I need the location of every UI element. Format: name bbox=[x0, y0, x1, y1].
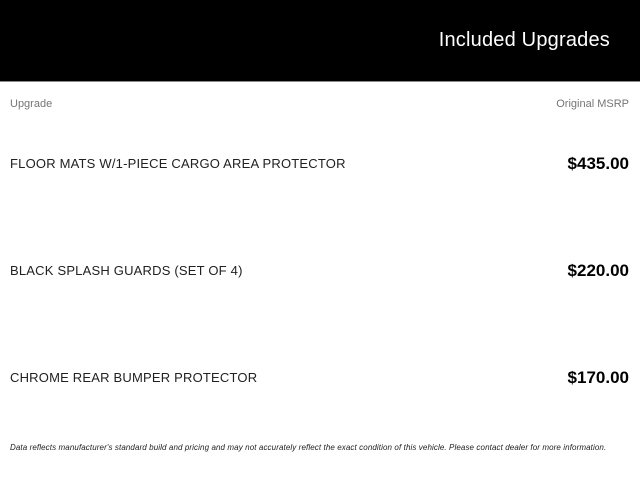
table-row bbox=[0, 110, 640, 217]
upgrade-price: $435.00 bbox=[567, 153, 629, 173]
upgrade-price: $220.00 bbox=[567, 260, 629, 280]
table-column-headers bbox=[0, 82, 640, 110]
column-header-original-msrp: Original MSRP bbox=[556, 98, 629, 110]
upgrade-name: BLACK SPLASH GUARDS (SET OF 4) bbox=[10, 263, 243, 278]
disclaimer-text: Data reflects manufacturer's standard build and pricing and may not accurately reflect the exact condition of this vehicle. Please contact dealer for more information. bbox=[10, 443, 607, 452]
column-header-upgrade: Upgrade bbox=[10, 98, 53, 110]
upgrade-name: FLOOR MATS W/1-PIECE CARGO AREA PROTECTOR bbox=[10, 156, 346, 171]
table-row bbox=[0, 217, 640, 324]
page-title: Included Upgrades bbox=[438, 29, 610, 51]
upgrade-name: CHROME REAR BUMPER PROTECTOR bbox=[10, 370, 258, 385]
header-bar bbox=[0, 0, 640, 82]
table-row bbox=[0, 324, 640, 431]
upgrade-price: $170.00 bbox=[567, 367, 629, 387]
